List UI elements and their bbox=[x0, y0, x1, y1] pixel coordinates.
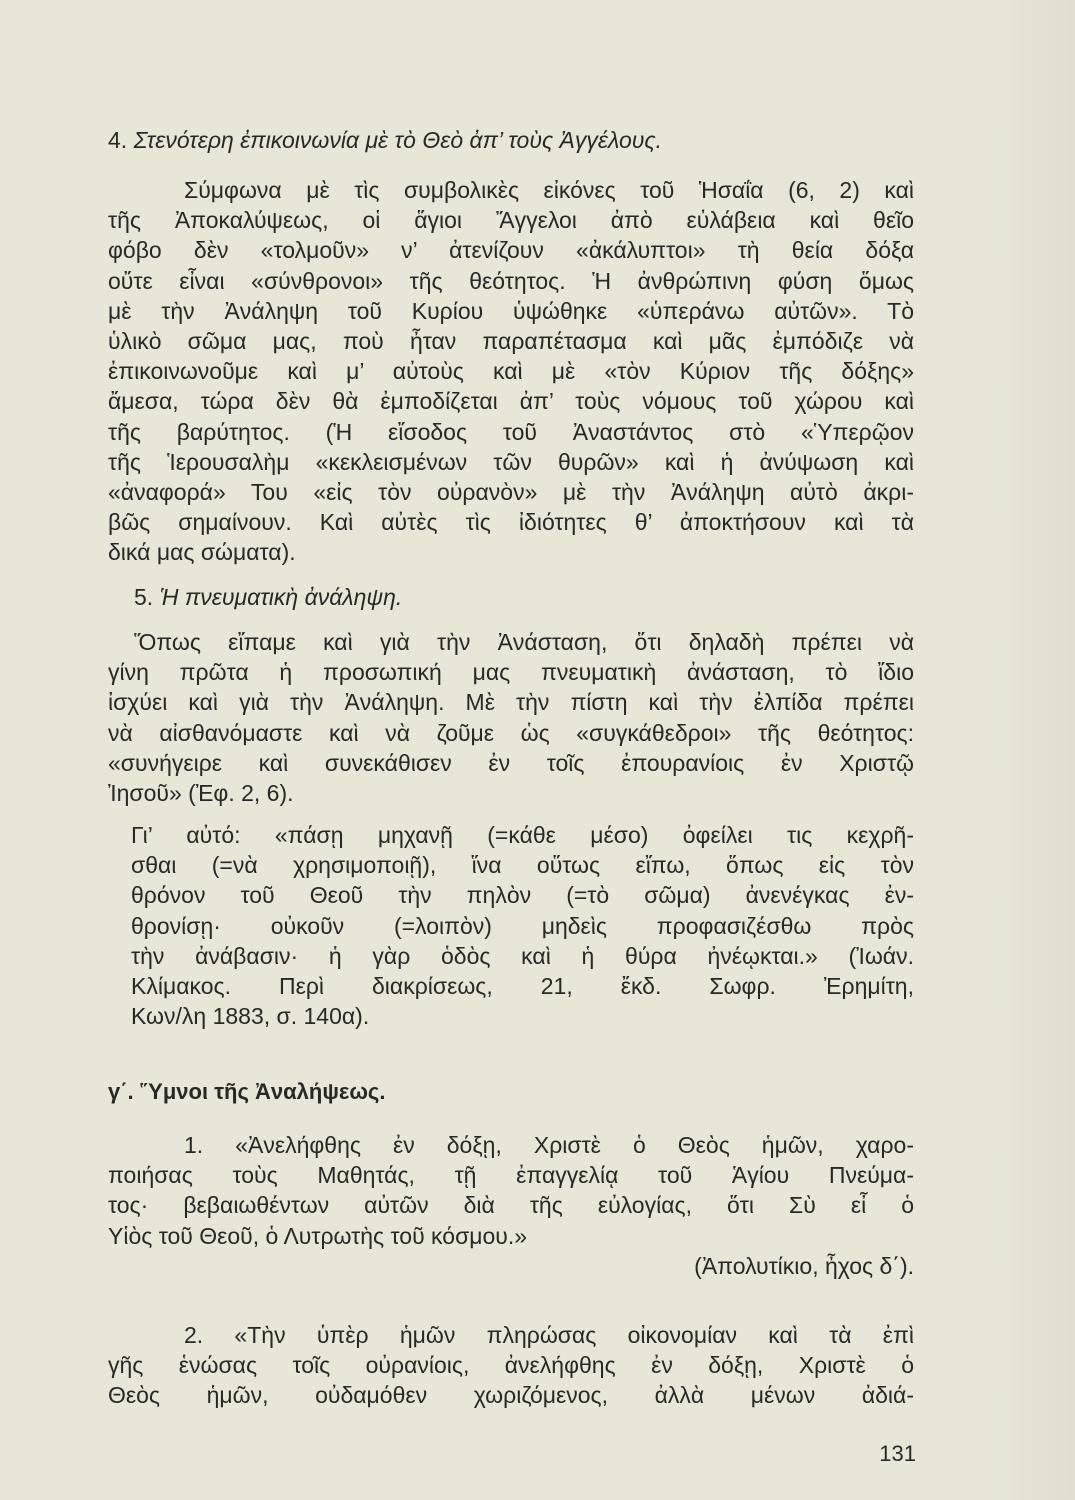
paragraph-spiritual-ascension bbox=[108, 627, 914, 808]
text-line: Ἰησοῦ» (Ἐφ. 2, 6). bbox=[108, 780, 294, 807]
hymn-line: τος· βεβαιωθέντων αὐτῶν διὰ τῆς εὐλογίας, ὅτι Σὺ εἶ ὁ bbox=[108, 1192, 914, 1219]
text-line: «συνήγειρε καὶ συνεκάθισεν ἐν τοῖς ἐπουρανίοις ἐν Χριστῷ bbox=[108, 749, 914, 776]
hymn-line: ποιήσας τοὺς Μαθητάς, τῇ ἐπαγγελίᾳ τοῦ Ἁγίου Πνεύμα- bbox=[108, 1162, 914, 1189]
text-line: γίνη πρῶτα ἡ προσωπική μας πνευματικὴ ἀνάσταση, τὸ ἴδιο bbox=[108, 659, 914, 686]
section-4-number: 4. bbox=[108, 127, 128, 153]
quote-line: τὴν ἀνάβασιν· ἡ γὰρ ὁδὸς καὶ ἡ θύρα ἠνέῳκται.» (Ἰωάν. bbox=[131, 942, 914, 969]
text-line: νὰ αἰσθανόμαστε καὶ νὰ ζοῦμε ὡς «συγκάθεδροι» τῆς θεότητος: bbox=[108, 719, 914, 746]
section-4-title: Στενότερη ἐπικοινωνία μὲ τὸ Θεὸ ἀπ’ τοὺς Ἀγγέλους. bbox=[133, 127, 663, 153]
hymn-line: 1. «Ἀνελήφθης ἐν δόξῃ, Χριστὲ ὁ Θεὸς ἡμῶν, χαρο- bbox=[184, 1132, 914, 1158]
text-line: ὑλικὸ σῶμα μας, ποὺ ἦταν παραπέτασμα καὶ μᾶς ἐμπόδιζε νὰ bbox=[108, 328, 914, 355]
text-line: Σύμφωνα μὲ τὶς συμβολικὲς εἰκόνες τοῦ Ἡσαΐα (6, 2) καὶ bbox=[184, 177, 914, 203]
section-4-heading bbox=[108, 125, 914, 155]
section-5-title: Ἡ πνευματικὴ ἀνάληψη. bbox=[159, 584, 403, 610]
text-line: οὔτε εἶναι «σύνθρονοι» τῆς θεότητος. Ἡ ἀνθρώπινη φύση ὅμως bbox=[108, 267, 914, 294]
text-line: φόβο δὲν «τολμοῦν» ν’ ἀτενίζουν «ἀκάλυπτοι» τὴ θεία δόξα bbox=[108, 237, 914, 264]
text-line: ἰσχύει καὶ γιὰ τὴν Ἀνάληψη. Μὲ τὴν πίστη καὶ τὴν ἐλπίδα πρέπει bbox=[108, 689, 914, 716]
section-5-number: 5. bbox=[134, 584, 154, 610]
text-line: ἄμεσα, τώρα δὲν θὰ ἐμποδίζεται ἀπ’ τοὺς νόμους τοῦ χώρου καὶ bbox=[108, 388, 914, 415]
page-number: 131 bbox=[879, 1441, 916, 1466]
hymn-line: Θεὸς ἡμῶν, οὐδαμόθεν χωριζόμενος, ἀλλὰ μένων ἀδιά- bbox=[108, 1382, 914, 1409]
text-line: μὲ τὴν Ἀνάληψη τοῦ Κυρίου ὑψώθηκε «ὑπεράνω αὐτῶν». Τὸ bbox=[108, 297, 914, 324]
text-line: τῆς Ἱερουσαλὴμ «κεκλεισμένων τῶν θυρῶν» καὶ ἡ ἀνύψωση καὶ bbox=[108, 448, 914, 475]
quotation-climacus bbox=[131, 820, 914, 1031]
hymn-line: Υἱὸς τοῦ Θεοῦ, ὁ Λυτρωτὴς τοῦ κόσμου.» bbox=[108, 1222, 528, 1249]
quote-line: θρονίσῃ· οὐκοῦν (=λοιπὸν) μηδεὶς προφασιζέσθω πρὸς bbox=[131, 912, 914, 939]
section-5-heading bbox=[134, 582, 940, 612]
text-line: τῆς Ἀποκαλύψεως, οἱ ἅγιοι Ἄγγελοι ἀπὸ εὐλάβεια καὶ θεῖο bbox=[108, 207, 914, 234]
quote-line: θρόνον τοῦ Θεοῦ τὴν πηλὸν (=τὸ σῶμα) ἀνενέγκας ἐν- bbox=[131, 882, 914, 909]
quote-line: Κλίμακος. Περὶ διακρίσεως, 21, ἔκδ. Σωφρ. Ἐρημίτη, bbox=[131, 973, 914, 1000]
hymn-1-reference: (Ἀπολυτίκιο, ἦχος δ΄). bbox=[694, 1253, 914, 1279]
text-line: δικά μας σώματα). bbox=[108, 539, 296, 566]
hymn-1 bbox=[108, 1130, 914, 1251]
quote-line: Γι’ αὐτό: «πάσῃ μηχανῇ (=κάθε μέσο) ὀφείλει τις κεχρῆ- bbox=[131, 822, 914, 848]
text-line: «ἀναφορά» Του «εἰς τὸν οὐρανὸν» μὲ τὴν Ἀνάληψη αὐτὸ ἀκρι- bbox=[108, 479, 914, 506]
text-line: ἐπικοινωνοῦμε καὶ μ’ αὐτοὺς καὶ μὲ «τὸν Κύριον τῆς δόξης» bbox=[108, 358, 914, 385]
text-line: βῶς σημαίνουν. Καὶ αὐτὲς τὶς ἰδιότητες θ’ ἀποκτήσουν καὶ τὰ bbox=[108, 509, 914, 536]
page-edge-shadow bbox=[995, 0, 1075, 1500]
hymn-2 bbox=[108, 1320, 914, 1411]
quote-line: σθαι (=νὰ χρησιμοποιῇ), ἵνα οὕτως εἴπω, ὅπως εἰς τὸν bbox=[131, 852, 914, 879]
text-line: τῆς βαρύτητος. (Ἡ εἴσοδος τοῦ Ἀναστάντος στὸ «Ὑπερῷον bbox=[108, 418, 914, 445]
hymn-line: 2. «Τὴν ὑπὲρ ἡμῶν πληρώσας οἰκονομίαν καὶ τὰ ἐπὶ bbox=[184, 1322, 914, 1348]
section-gamma-heading: γ΄. Ὕμνοι τῆς Ἀναλήψεως. bbox=[108, 1079, 386, 1104]
text-line: Ὅπως εἴπαμε καὶ γιὰ τὴν Ἀνάσταση, ὅτι δηλαδὴ πρέπει νὰ bbox=[134, 629, 914, 655]
hymn-line: γῆς ἑνώσας τοῖς οὐρανίοις, ἀνελήφθης ἐν δόξῃ, Χριστὲ ὁ bbox=[108, 1352, 914, 1379]
quote-line: Κων/λη 1883, σ. 140α). bbox=[131, 1003, 370, 1030]
paragraph-angels bbox=[108, 175, 914, 568]
